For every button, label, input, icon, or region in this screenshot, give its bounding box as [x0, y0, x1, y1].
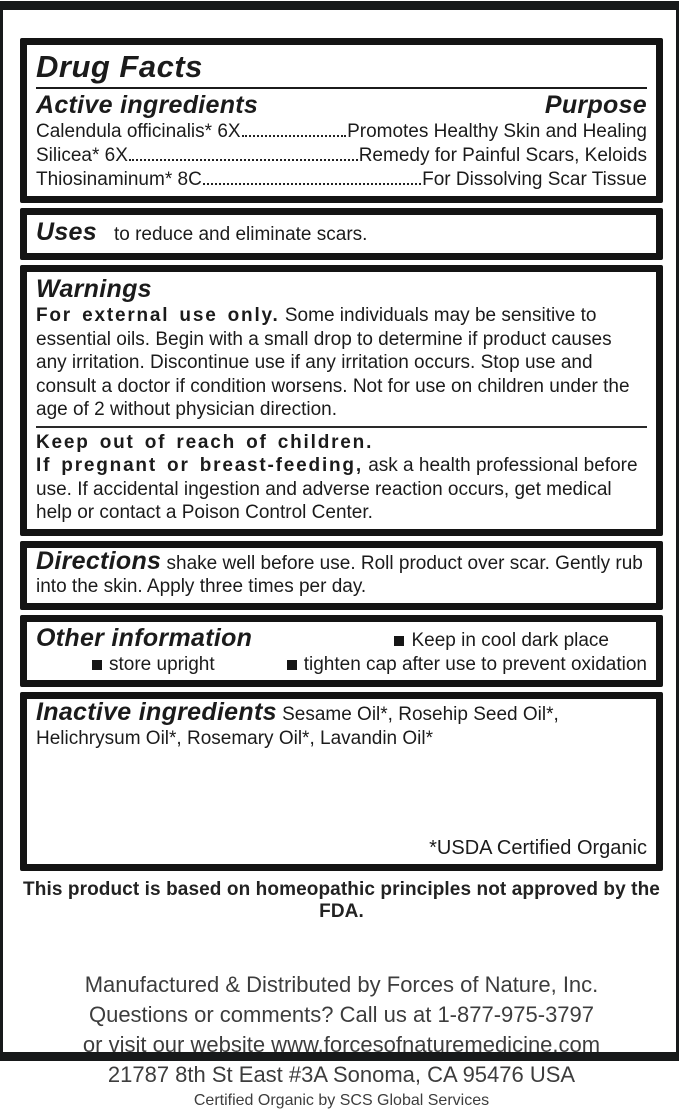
directions-paragraph — [36, 546, 647, 599]
dotted-leader — [129, 159, 358, 161]
footer-line-website: or visit our website www.forcesofnaturemedicine.com — [82, 1032, 601, 1057]
directions-text: shake well before use. Roll product over scar. Gently rub into the skin. Apply three times per day. — [36, 552, 643, 597]
inactive-ingredients-paragraph — [36, 698, 647, 750]
bullet-text: store upright — [109, 653, 215, 675]
section-inactive-ingredients — [20, 692, 663, 871]
ingredient-purpose: Promotes Healthy Skin and Healing — [347, 121, 647, 142]
pregnant-lead: If pregnant or breast-feeding, — [36, 455, 363, 476]
bullet-text: Keep in cool dark place — [411, 629, 609, 651]
bullet-square-icon — [287, 660, 297, 670]
uses-text: to reduce and eliminate scars. — [113, 224, 368, 245]
other-info-row-2 — [36, 653, 647, 677]
external-use-text: Some individuals may be sensitive to essential oils. Begin with a small drop to determine if product causes any irritation. Discontinue use if any irritation occurs. Stop use and consult a doctor if condition worsens. Not for use on children under the age of 2 without physician direction. — [36, 305, 630, 420]
uses-row — [36, 217, 647, 249]
section-drug-facts — [20, 38, 663, 203]
uses-heading: Uses — [36, 218, 97, 246]
section-uses — [20, 208, 663, 260]
section-other-information — [20, 615, 663, 688]
footer-certified-line: Certified Organic by SCS Global Services — [193, 1092, 490, 1109]
keep-out-of-reach-line: Keep out of reach of children. — [36, 431, 374, 453]
warnings-divider — [36, 426, 647, 428]
other-information-heading: Other information — [36, 623, 253, 652]
ingredient-purpose: Remedy for Painful Scars, Keloids — [358, 145, 647, 166]
active-ingredients-header-row — [36, 90, 647, 120]
ingredient-name: Silicea* 6X — [36, 145, 128, 166]
ingredient-name: Thiosinaminum* 8C — [36, 169, 202, 190]
external-use-lead: For external use only. — [36, 305, 280, 326]
warnings-heading: Warnings — [36, 275, 152, 303]
bullet-text: tighten cap after use to prevent oxidation — [303, 653, 647, 675]
pregnant-text: ask a health professional before use. If accidental ingestion and adverse reaction occurs, get medical help or contact a Poison Control Center. — [36, 455, 638, 523]
manufacturer-footer — [20, 970, 663, 1111]
purpose-heading: Purpose — [544, 91, 647, 119]
other-info-row-1 — [36, 624, 647, 653]
inactive-ingredients-text: Sesame Oil*, Rosehip Seed Oil*, Helichrysum Oil*, Rosemary Oil*, Lavandin Oil* — [36, 704, 559, 749]
inactive-spacer — [36, 750, 647, 836]
dotted-leader — [203, 183, 421, 185]
bullet-square-icon — [394, 636, 404, 646]
other-info-bullet — [287, 653, 647, 677]
other-info-bullet — [394, 629, 609, 653]
ingredient-row — [36, 144, 647, 168]
title-divider — [36, 87, 647, 89]
ingredient-purpose: For Dissolving Scar Tissue — [422, 169, 647, 190]
other-info-bullet — [92, 653, 215, 677]
drug-facts-sheet — [20, 38, 663, 1111]
bullet-square-icon — [92, 660, 102, 670]
warnings-external-paragraph — [36, 304, 647, 422]
footer-line-address: 21787 8th St East #3A Sonoma, CA 95476 USA — [107, 1062, 576, 1087]
directions-heading: Directions — [36, 546, 162, 575]
fda-disclaimer: This product is based on homeopathic principles not approved by the FDA. — [23, 879, 660, 922]
warnings-pregnant-paragraph — [36, 454, 647, 525]
inactive-ingredients-heading: Inactive ingredients — [36, 698, 277, 726]
section-directions — [20, 541, 663, 610]
section-warnings — [20, 265, 663, 536]
ingredient-row — [36, 120, 647, 144]
ingredient-name: Calendula officinalis* 6X — [36, 121, 241, 142]
footer-line-phone: Questions or comments? Call us at 1-877-975-3797 — [88, 1002, 595, 1027]
page-title: Drug Facts — [36, 49, 203, 84]
usda-certified-note: *USDA Certified Organic — [429, 837, 647, 859]
dotted-leader — [242, 135, 347, 137]
ingredient-row — [36, 168, 647, 192]
footer-line-manufacturer: Manufactured & Distributed by Forces of Nature, Inc. — [84, 972, 599, 997]
active-ingredients-heading: Active ingredients — [36, 91, 259, 119]
